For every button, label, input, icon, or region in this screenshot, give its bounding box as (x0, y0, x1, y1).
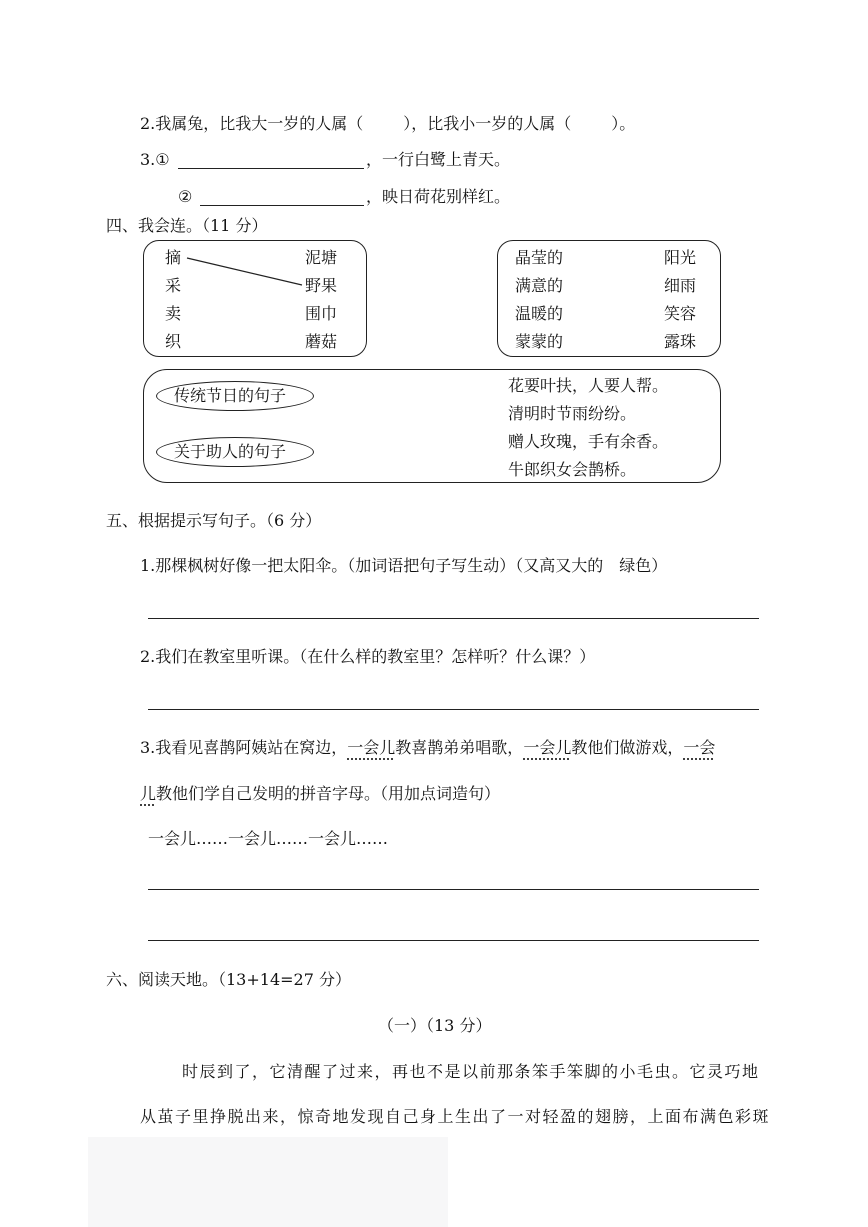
adjective-item[interactable]: 温暖的 (515, 304, 564, 323)
s5-item3-line1 (140, 738, 715, 758)
q3-line2-tail: ，映日荷花别样红。 (366, 187, 511, 206)
object-item[interactable]: 露珠 (664, 332, 697, 351)
s5-item3-text: 教喜鹊弟弟唱歌， (395, 738, 524, 757)
sentence-item[interactable]: 花要叶扶，人要人帮。 (508, 376, 669, 395)
q3-num2: ② (178, 187, 193, 206)
sentence-item[interactable]: 牛郎织女会鹊桥。 (508, 460, 637, 479)
verb-item[interactable]: 卖 (165, 304, 182, 323)
s5-item3-line2 (140, 784, 500, 804)
answer-line-4[interactable] (148, 940, 759, 941)
dotted-word: 儿 (140, 784, 157, 803)
dotted-word: 一会儿 (523, 738, 572, 757)
verb-item[interactable]: 织 (165, 332, 182, 351)
verb-item[interactable]: 采 (165, 276, 182, 295)
dotted-word: 一会 (683, 738, 716, 757)
noun-item[interactable]: 野果 (305, 276, 338, 295)
s5-item3-text: 教他们学自己发明的拼音字母。（用加点词造句） (156, 784, 501, 803)
section6-subtitle: （一）（13 分） (378, 1016, 492, 1035)
answer-line-3[interactable] (148, 889, 759, 890)
s5-item3-pattern: 一会儿……一会儿……一会儿…… (148, 829, 389, 848)
s5-item3-text: 教他们做游戏， (571, 738, 684, 757)
noun-item[interactable]: 泥塘 (305, 248, 338, 267)
adjective-item[interactable]: 晶莹的 (515, 248, 564, 267)
noun-item[interactable]: 蘑菇 (305, 332, 338, 351)
verb-item[interactable]: 摘 (165, 248, 182, 267)
sentence-item[interactable]: 赠人玫瑰，手有余香。 (508, 432, 669, 451)
s5-item1: 1.那棵枫树好像一把太阳伞。（加词语把句子写生动）（又高又大的 绿色） (140, 556, 668, 575)
section6-title: 六、阅读天地。（13+14=27 分） (106, 970, 351, 989)
object-item[interactable]: 笑容 (664, 304, 697, 323)
category-label-festival: 传统节日的句子 (174, 386, 287, 405)
noun-item[interactable]: 围巾 (305, 304, 338, 323)
category-label-help: 关于助人的句子 (174, 442, 287, 461)
q3-num: 3.① (140, 150, 170, 169)
footer-shade (88, 1137, 448, 1227)
q2-text-a: 2.我属兔，比我大一岁的人属（ (140, 114, 364, 133)
section5-title: 五、根据提示写句子。（6 分） (106, 511, 322, 530)
q3-line1-tail: ，一行白鹭上青天。 (366, 150, 511, 169)
q2-text-c: ）。 (611, 114, 636, 133)
dotted-word: 一会儿 (347, 738, 396, 757)
answer-line-2[interactable] (148, 709, 759, 710)
reading-paragraph-line1: 时辰到了，它清醒了过来，再也不是以前那条笨手笨脚的小毛虫。它灵巧地 (182, 1062, 760, 1081)
reading-paragraph-line2: 从茧子里挣脱出来，惊奇地发现自己身上生出了一对轻盈的翅膀，上面布满色彩斑 (140, 1107, 771, 1126)
q2-text-b: ），比我小一岁的人属（ (403, 114, 572, 133)
s5-item2: 2.我们在教室里听课。（在什么样的教室里？怎样听？什么课？） (140, 647, 596, 666)
adjective-item[interactable]: 满意的 (515, 276, 564, 295)
adjective-item[interactable]: 蒙蒙的 (515, 332, 564, 351)
example-connect-line (0, 0, 868, 400)
s5-item3-text: 3.我看见喜鹊阿姨站在窝边， (140, 738, 348, 757)
answer-line-1[interactable] (148, 618, 759, 619)
section4-title: 四、我会连。（11 分） (106, 216, 268, 235)
sentence-item[interactable]: 清明时节雨纷纷。 (508, 404, 637, 423)
object-item[interactable]: 阳光 (664, 248, 697, 267)
object-item[interactable]: 细雨 (664, 276, 697, 295)
